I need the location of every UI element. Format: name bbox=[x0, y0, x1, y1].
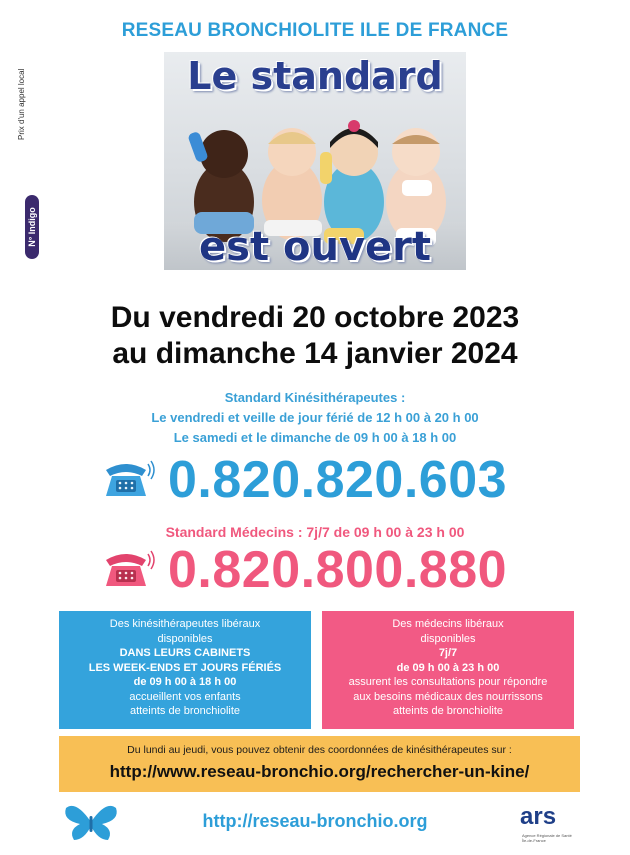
doc-box-line: assurent les consultations pour répondre bbox=[348, 676, 548, 688]
ars-logo-subtitle: Agence Régionale de Santé Île-de-France bbox=[522, 833, 572, 843]
kine-availability-box bbox=[59, 611, 311, 729]
babies-photo-banner bbox=[164, 52, 466, 270]
banner-title-top: Le standard bbox=[187, 54, 443, 98]
kine-box-line: atteints de bronchiolite bbox=[129, 705, 241, 717]
kine-box-line: DANS LEURS CABINETS bbox=[119, 647, 251, 659]
doctors-phone-row bbox=[0, 540, 630, 602]
dates-line-1: Du vendredi 20 octobre 2023 bbox=[110, 301, 520, 334]
kine-search-link[interactable]: http://www.reseau-bronchio.org/rechercher-un-kine/ bbox=[109, 762, 530, 781]
kine-phone-row bbox=[0, 450, 630, 512]
kine-box-line: LES WEEK-ENDS ET JOURS FÉRIÉS bbox=[88, 661, 282, 674]
kine-box-line: de 09 h 00 à 18 h 00 bbox=[133, 676, 237, 688]
kine-search-box bbox=[59, 736, 580, 792]
kine-hours-weekend: Le samedi et le dimanche de 09 h 00 à 18 h 00 bbox=[173, 430, 457, 445]
doc-box-line: de 09 h 00 à 23 h 00 bbox=[396, 661, 500, 674]
doctors-availability-box bbox=[322, 611, 574, 729]
indigo-price-note: Prix d'un appel local bbox=[17, 68, 26, 140]
kine-phone-number: 0.820.820.603 bbox=[168, 451, 508, 509]
ars-letters: ars bbox=[520, 803, 557, 830]
kine-search-intro: Du lundi au jeudi, vous pouvez obtenir des coordonnées de kinésithérapeutes sur : bbox=[127, 744, 512, 756]
website-url[interactable]: http://reseau-bronchio.org bbox=[202, 811, 428, 831]
opening-dates bbox=[0, 300, 630, 372]
banner-title-bottom: est ouvert bbox=[199, 224, 431, 270]
blue-telephone-icon bbox=[100, 456, 156, 500]
indigo-badge-label: N° Indigo bbox=[27, 207, 37, 247]
doc-box-line: atteints de bronchiolite bbox=[392, 705, 504, 717]
doc-box-line: 7j/7 bbox=[438, 647, 458, 659]
kine-hours-friday: Le vendredi et veille de jour férié de 12 h 00 à 20 h 00 bbox=[151, 410, 479, 425]
kine-standard-info bbox=[0, 388, 630, 448]
kine-box-line: disponibles bbox=[157, 632, 213, 645]
doc-box-line: aux besoins médicaux des nourrissons bbox=[353, 690, 543, 703]
doctors-phone-number: 0.820.800.880 bbox=[168, 541, 508, 599]
doc-box-line: disponibles bbox=[420, 632, 476, 645]
indigo-number-badge bbox=[17, 68, 45, 270]
kine-box-line: accueillent vos enfants bbox=[129, 690, 241, 703]
kine-title: Standard Kinésithérapeutes : bbox=[224, 390, 406, 405]
doc-box-line: Des médecins libéraux bbox=[392, 618, 504, 630]
ars-logo-text bbox=[520, 803, 556, 831]
pink-telephone-icon bbox=[100, 546, 156, 590]
kine-box-line: Des kinésithérapeutes libéraux bbox=[109, 618, 261, 630]
network-title: RESEAU BRONCHIOLITE ILE DE FRANCE bbox=[121, 20, 509, 41]
doctors-standard-info: Standard Médecins : 7j/7 de 09 h 00 à 23 h 00 bbox=[165, 524, 465, 540]
dates-line-2: au dimanche 14 janvier 2024 bbox=[112, 337, 518, 370]
ars-logo bbox=[520, 803, 580, 847]
